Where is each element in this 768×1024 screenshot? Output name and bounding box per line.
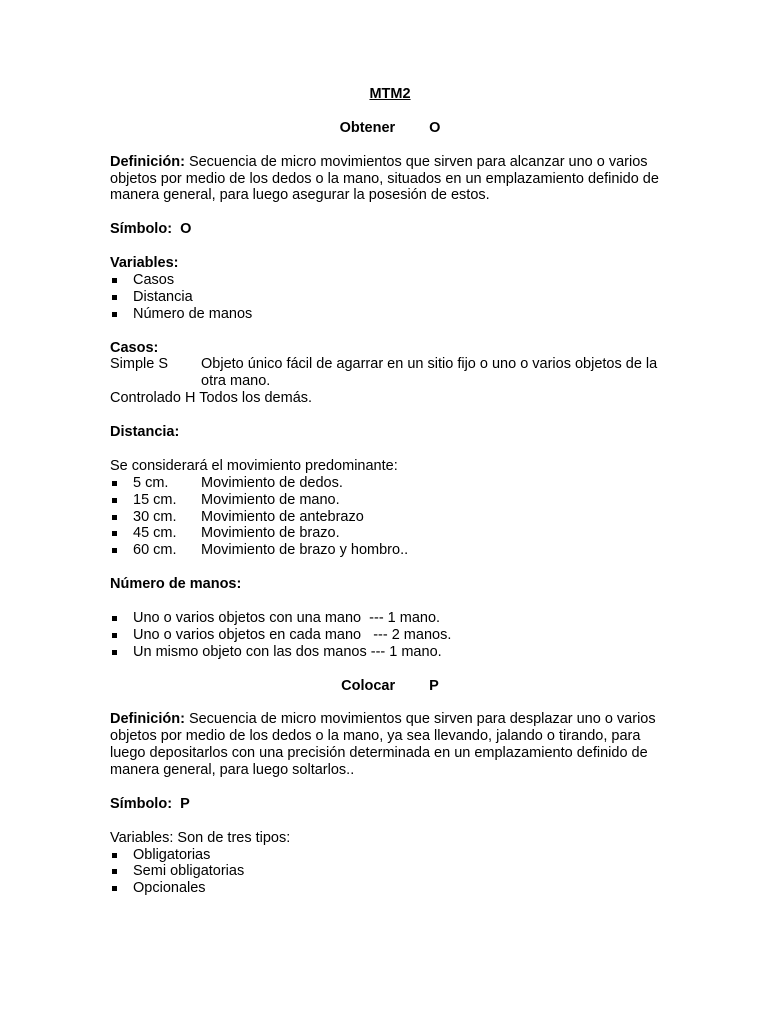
list-item: 5 cm. Movimiento de dedos. (110, 475, 670, 492)
symbol-line (110, 221, 670, 238)
definition-paragraph (110, 711, 670, 779)
list-item: Distancia (110, 289, 670, 306)
section-heading-obtener (110, 120, 670, 137)
hands-list (110, 610, 670, 661)
section-name: Colocar (341, 677, 396, 694)
section-letter: O (429, 119, 441, 136)
list-item: Semi obligatorias (110, 863, 670, 880)
list-item: Casos (110, 272, 670, 289)
list-item: Uno o varios objetos en cada mano --- 2 manos. (110, 627, 670, 644)
symbol-label: Símbolo: (110, 221, 173, 238)
case-controlado: Controlado H Todos los demás. (110, 390, 313, 407)
definition-text: Secuencia de micro movimientos que sirven para desplazar uno o varios objetos por medio de los dedos o la mano, ya sea llevando, jalando o tirando, para luego depositarlos con una precisión determinada en un emplazamiento definido de manera general, para luego soltarlos.. (110, 711, 656, 779)
symbol-value: O (180, 221, 192, 238)
variables-intro: Variables: Son de tres tipos: (110, 829, 291, 846)
section-name: Obtener (339, 119, 396, 136)
list-item: Un mismo objeto con las dos manos --- 1 mano. (110, 644, 670, 661)
variables-label: Variables: (110, 255, 179, 271)
list-item: Opcionales (110, 880, 670, 897)
symbol-line (110, 796, 670, 813)
document-page (110, 86, 670, 897)
definition-label: Definición: (110, 711, 185, 728)
section-heading-colocar (110, 678, 670, 695)
document-title: MTM2 (369, 86, 411, 102)
list-item: Obligatorias (110, 847, 670, 864)
variables-list (110, 847, 670, 898)
definition-label: Definición: (110, 153, 185, 170)
list-item: 15 cm. Movimiento de mano. (110, 492, 670, 509)
definition-paragraph (110, 154, 670, 205)
hands-label: Número de manos: (110, 576, 242, 593)
definition-text: Secuencia de micro movimientos que sirven para alcanzar uno o varios objetos por medio de los dedos o la mano, situados en un emplazamiento definido de manera general, para luego asegurar la posesión de estos. (110, 153, 659, 204)
list-item: 30 cm. Movimiento de antebrazo (110, 509, 670, 526)
list-item: 45 cm. Movimiento de brazo. (110, 525, 670, 542)
list-item: Uno o varios objetos con una mano --- 1 mano. (110, 610, 670, 627)
distance-label: Distancia: (110, 424, 180, 441)
cases-label: Casos: (110, 339, 159, 356)
symbol-value: P (180, 795, 190, 812)
symbol-label: Símbolo: (110, 795, 173, 812)
list-item: Número de manos (110, 306, 670, 323)
case-simple (110, 356, 670, 390)
case-simple-label: Simple S (110, 356, 169, 373)
distance-intro: Se considerará el movimiento predominante: (110, 457, 398, 474)
variables-list (110, 272, 670, 323)
distance-list (110, 475, 670, 560)
case-simple-text: Objeto único fácil de agarrar en un sitio fijo o uno o varios objetos de la otra mano. (201, 356, 658, 390)
list-item: 60 cm. Movimiento de brazo y hombro.. (110, 542, 670, 559)
section-letter: P (429, 677, 439, 694)
